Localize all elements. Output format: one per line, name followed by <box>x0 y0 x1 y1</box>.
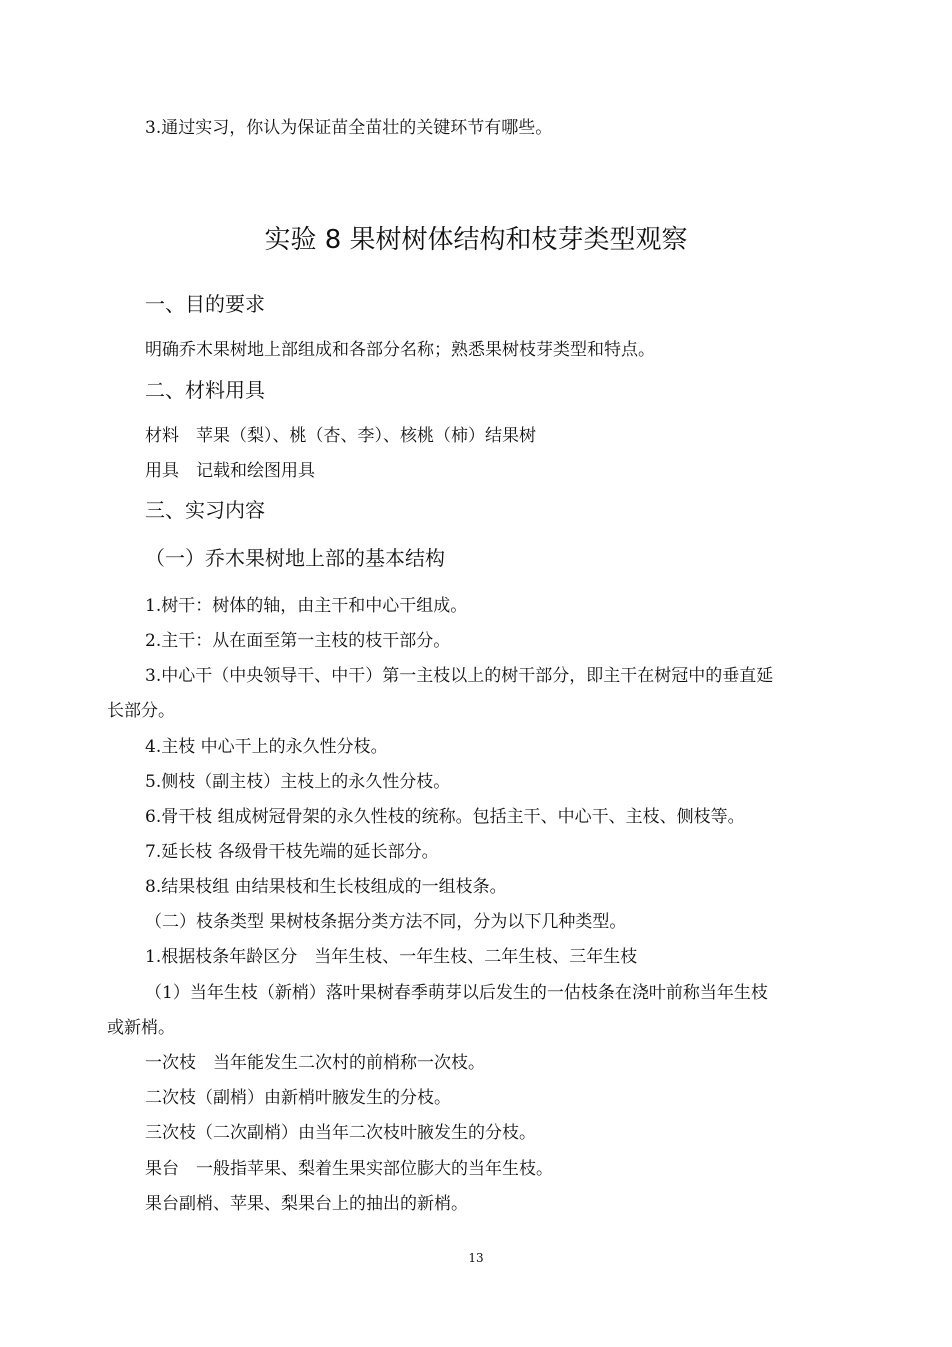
body-line: 2.主干：从在面至第一主枝的枝干部分。 <box>145 631 451 651</box>
body-line: 三次枝（二次副梢）由当年二次枝叶腋发生的分枝。 <box>145 1123 536 1143</box>
page-title: 实验 8 果树树体结构和枝芽类型观察 <box>264 225 688 255</box>
heading-content: 三、实习内容 <box>145 498 265 522</box>
body-line: 1.根据枝条年龄区分 当年生枝、一年生枝、二年生枝、三年生枝 <box>145 947 638 967</box>
body-line: （二）枝条类型 果树枝条据分类方法不同，分为以下几种类型。 <box>145 912 627 932</box>
body-line: 一次枝 当年能发生二次村的前梢称一次枝。 <box>145 1053 485 1073</box>
tools-text: 用具 记载和绘图用具 <box>145 461 315 481</box>
body-line: 7.延长枝 各级骨干枝先端的延长部分。 <box>145 842 439 862</box>
heading-purpose: 一、目的要求 <box>145 292 265 316</box>
materials-text: 材料 苹果（梨）、桃（杏、李）、核桃（柿）结果树 <box>145 426 536 446</box>
body-line: 长部分。 <box>107 701 175 721</box>
body-line: 二次枝（副梢）由新梢叶腋发生的分枝。 <box>145 1088 451 1108</box>
question-3: 3.通过实习，你认为保证苗全苗壮的关键环节有哪些。 <box>145 118 553 138</box>
subheading-structure: （一）乔木果树地上部的基本结构 <box>145 546 445 570</box>
page-number: 13 <box>468 1251 484 1265</box>
heading-materials: 二、材料用具 <box>145 378 265 402</box>
body-line: 果台副梢、苹果、梨果台上的抽出的新梢。 <box>145 1194 468 1214</box>
purpose-text: 明确乔木果树地上部组成和各部分名称；熟悉果树枝芽类型和特点。 <box>145 340 655 360</box>
body-line: 4.主枝 中心干上的永久性分枝。 <box>145 737 388 757</box>
body-line: 果台 一般指苹果、梨着生果实部位膨大的当年生枝。 <box>145 1159 553 1179</box>
body-line: 5.侧枝（副主枝）主枝上的永久性分枝。 <box>145 772 451 792</box>
body-line: 6.骨干枝 组成树冠骨架的永久性枝的统称。包括主干、中心干、主枝、侧枝等。 <box>145 807 745 827</box>
body-line: 或新梢。 <box>107 1018 175 1038</box>
body-line: 3.中心干（中央领导干、中干）第一主枝以上的树干部分，即主干在树冠中的垂直延 <box>145 666 774 686</box>
body-line: 8.结果枝组 由结果枝和生长枝组成的一组枝条。 <box>145 877 507 897</box>
body-line: （1）当年生枝（新梢）落叶果树春季萌芽以后发生的一估枝条在浇叶前称当年生枝 <box>145 983 768 1003</box>
body-line: 1.树干：树体的轴，由主干和中心干组成。 <box>145 596 468 616</box>
